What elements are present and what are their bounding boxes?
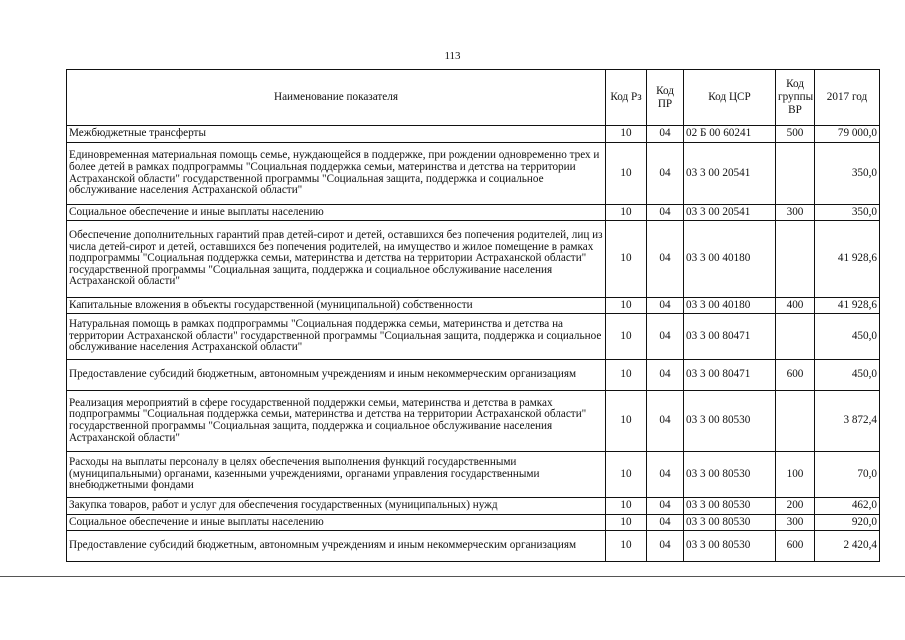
row-sum: 70,0 (815, 452, 880, 498)
row-name: Расходы на выплаты персоналу в целях обеспечения выполнения функций государственными (муниципальными) органами, казенными учреждениями, органами управления государственными внебюджетными фондами (67, 452, 606, 498)
row-csr: 03 3 00 40180 (684, 221, 776, 298)
row-name: Обеспечение дополнительных гарантий прав детей-сирот и детей, оставшихся без попечения родителей, лиц из числа детей-сирот и детей, оставшихся без попечения родителей, на имущество и жилое помещение в рамках подпрограммы "Социальная поддержка семьи, материнства и детства на территории Астраханской области" государственной программы "Социальная защита, поддержка и социальное обслуживание населения Астраханской области" (67, 221, 606, 298)
table-row (67, 314, 880, 360)
row-vr: 600 (776, 360, 815, 391)
row-name: Межбюджетные трансферты (67, 126, 606, 143)
row-name: Социальное обеспечение и иные выплаты населению (67, 205, 606, 221)
row-rz: 10 (606, 143, 647, 205)
row-pr: 04 (647, 205, 684, 221)
row-csr: 03 3 00 20541 (684, 143, 776, 205)
table-header-row (67, 70, 880, 126)
row-sum: 350,0 (815, 205, 880, 221)
row-vr: 400 (776, 298, 815, 314)
row-csr: 03 3 00 80530 (684, 531, 776, 562)
row-rz: 10 (606, 314, 647, 360)
row-pr: 04 (647, 126, 684, 143)
page-bottom-divider (0, 576, 905, 577)
row-name: Натуральная помощь в рамках подпрограммы "Социальная поддержка семьи, материнства и детства на территории Астраханской области" государственной программы "Социальная защита, поддержка и социальное обслуживание населения Астраханской области" (67, 314, 606, 360)
row-pr: 04 (647, 360, 684, 391)
row-rz: 10 (606, 391, 647, 452)
budget-table (66, 69, 880, 562)
row-rz: 10 (606, 531, 647, 562)
row-csr: 03 3 00 40180 (684, 298, 776, 314)
row-vr (776, 314, 815, 360)
row-vr (776, 391, 815, 452)
header-pr: Код ПР (647, 70, 684, 126)
header-year: 2017 год (815, 70, 880, 126)
row-sum: 462,0 (815, 498, 880, 515)
row-pr: 04 (647, 298, 684, 314)
row-sum: 350,0 (815, 143, 880, 205)
row-name: Предоставление субсидий бюджетным, автономным учреждениям и иным некоммерческим организациям (67, 360, 606, 391)
table-row (67, 452, 880, 498)
row-pr: 04 (647, 143, 684, 205)
row-name: Закупка товаров, работ и услуг для обеспечения государственных (муниципальных) нужд (67, 498, 606, 515)
row-vr: 500 (776, 126, 815, 143)
row-rz: 10 (606, 126, 647, 143)
row-csr: 03 3 00 80530 (684, 498, 776, 515)
row-pr: 04 (647, 515, 684, 531)
row-name: Социальное обеспечение и иные выплаты населению (67, 515, 606, 531)
header-rz: Код Рз (606, 70, 647, 126)
row-rz: 10 (606, 205, 647, 221)
row-name: Реализация мероприятий в сфере государственной поддержки семьи, материнства и детства в рамках подпрограммы "Социальная поддержка семьи, материнства и детства на территории Астраханской области" государственной программы "Социальная защита, поддержка и социальное обслуживание населения Астраханской области" (67, 391, 606, 452)
row-vr: 100 (776, 452, 815, 498)
table-row (67, 221, 880, 298)
row-vr (776, 143, 815, 205)
row-csr: 03 3 00 80471 (684, 314, 776, 360)
row-pr: 04 (647, 314, 684, 360)
row-sum: 450,0 (815, 314, 880, 360)
row-pr: 04 (647, 498, 684, 515)
row-rz: 10 (606, 360, 647, 391)
row-csr: 03 3 00 80530 (684, 452, 776, 498)
table-row (67, 391, 880, 452)
table-row (67, 498, 880, 515)
row-rz: 10 (606, 221, 647, 298)
header-name: Наименование показателя (67, 70, 606, 126)
row-csr: 03 3 00 80471 (684, 360, 776, 391)
row-sum: 79 000,0 (815, 126, 880, 143)
table-row (67, 360, 880, 391)
row-name: Единовременная материальная помощь семье, нуждающейся в поддержке, при рождении одновременно трех и более детей в рамках подпрограммы "Социальная поддержка семьи, материнства и детства на территории Астраханской области" государственной программы "Социальная защита, поддержка и социальное обслуживание населения Астраханской области" (67, 143, 606, 205)
row-sum: 2 420,4 (815, 531, 880, 562)
row-pr: 04 (647, 531, 684, 562)
table-row (67, 531, 880, 562)
row-vr: 300 (776, 205, 815, 221)
row-rz: 10 (606, 498, 647, 515)
row-rz: 10 (606, 298, 647, 314)
row-csr: 03 3 00 20541 (684, 205, 776, 221)
row-sum: 41 928,6 (815, 221, 880, 298)
row-pr: 04 (647, 391, 684, 452)
header-csr: Код ЦСР (684, 70, 776, 126)
row-vr: 600 (776, 531, 815, 562)
row-csr: 03 3 00 80530 (684, 391, 776, 452)
table-row (67, 126, 880, 143)
row-sum: 3 872,4 (815, 391, 880, 452)
page-number: 113 (444, 50, 461, 62)
header-vr: Код группы ВР (776, 70, 815, 126)
row-name: Капитальные вложения в объекты государственной (муниципальной) собственности (67, 298, 606, 314)
table-row (67, 298, 880, 314)
table-row (67, 515, 880, 531)
row-rz: 10 (606, 452, 647, 498)
row-pr: 04 (647, 452, 684, 498)
row-sum: 41 928,6 (815, 298, 880, 314)
row-sum: 920,0 (815, 515, 880, 531)
table-row (67, 143, 880, 205)
row-sum: 450,0 (815, 360, 880, 391)
row-vr: 200 (776, 498, 815, 515)
row-vr: 300 (776, 515, 815, 531)
row-name: Предоставление субсидий бюджетным, автономным учреждениям и иным некоммерческим организациям (67, 531, 606, 562)
row-rz: 10 (606, 515, 647, 531)
row-csr: 03 3 00 80530 (684, 515, 776, 531)
row-pr: 04 (647, 221, 684, 298)
row-vr (776, 221, 815, 298)
table-row (67, 205, 880, 221)
row-csr: 02 Б 00 60241 (684, 126, 776, 143)
